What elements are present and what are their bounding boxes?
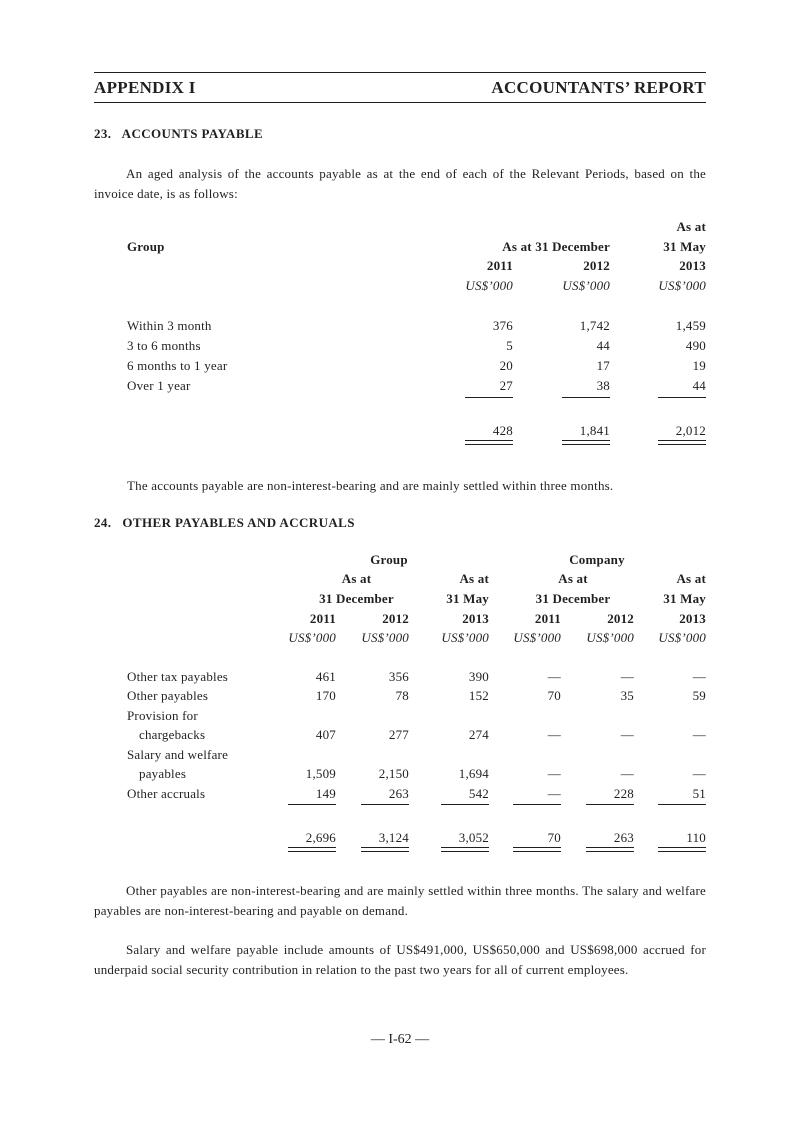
cell-value: — bbox=[547, 669, 561, 684]
section-24-title: 24. OTHER PAYABLES AND ACCRUALS bbox=[94, 515, 355, 530]
total-double-rule bbox=[288, 847, 336, 852]
as-at-label: As at bbox=[341, 571, 372, 586]
row-label: Salary and welfare bbox=[127, 747, 229, 762]
cell-value: 390 bbox=[468, 669, 489, 684]
total-value: 3,052 bbox=[458, 830, 489, 845]
col-31-december-label: As at 31 December bbox=[502, 239, 610, 254]
subtotal-rule bbox=[361, 804, 409, 805]
cell-value: 542 bbox=[468, 786, 489, 801]
group-heading: Group bbox=[370, 552, 408, 567]
subtotal-rule bbox=[586, 804, 634, 805]
total-value: 70 bbox=[547, 830, 561, 845]
unit-2011: US$’000 bbox=[465, 278, 513, 293]
cell-value: — bbox=[547, 766, 561, 781]
cell-value: 70 bbox=[547, 688, 561, 703]
cell-value: — bbox=[692, 727, 706, 742]
cell-value: — bbox=[620, 669, 634, 684]
total-value: 2,012 bbox=[675, 423, 706, 438]
cell-value: 407 bbox=[315, 727, 336, 742]
row-label: Within 3 month bbox=[127, 318, 212, 333]
group-label: Group bbox=[127, 239, 165, 254]
subtotal-rule bbox=[513, 804, 561, 805]
unit-2013: US$’000 bbox=[658, 278, 706, 293]
cell-value: 490 bbox=[685, 338, 706, 353]
section-24-note-1: Other payables are non-interest-bearing and are mainly settled within three months. The salary and welfare payables are non-interest-bearing and payable on demand. bbox=[94, 883, 706, 918]
row-label: Other tax payables bbox=[127, 669, 229, 684]
total-value: 2,696 bbox=[305, 830, 336, 845]
total-value: 3,124 bbox=[378, 830, 409, 845]
cell-value: 277 bbox=[388, 727, 409, 742]
subtotal-rule bbox=[288, 804, 336, 805]
row-label: Other accruals bbox=[127, 786, 206, 801]
cell-value: 263 bbox=[388, 786, 409, 801]
cell-value: 1,509 bbox=[305, 766, 336, 781]
cell-value: 44 bbox=[692, 378, 706, 393]
year-2013: 2013 bbox=[679, 258, 706, 273]
total-double-rule bbox=[465, 440, 513, 445]
header-appendix: APPENDIX I bbox=[94, 78, 196, 97]
unit-2012: US$’000 bbox=[562, 278, 610, 293]
cell-value: 44 bbox=[596, 338, 610, 353]
cell-value: 78 bbox=[395, 688, 409, 703]
year-label: 2012 bbox=[607, 611, 634, 626]
section-23-intro: An aged analysis of the accounts payable as at the end of each of the Relevant Periods, based on the invoice date, is as follows: bbox=[94, 166, 706, 201]
page-number: — I-62 — bbox=[370, 1032, 430, 1047]
unit-label: US$’000 bbox=[586, 630, 634, 645]
cell-value: 2,150 bbox=[378, 766, 409, 781]
cell-value: 35 bbox=[620, 688, 634, 703]
unit-label: US$’000 bbox=[441, 630, 489, 645]
cell-value: 461 bbox=[315, 669, 336, 684]
total-value: 428 bbox=[492, 423, 513, 438]
year-2011: 2011 bbox=[486, 258, 513, 273]
row-label: 6 months to 1 year bbox=[127, 358, 228, 373]
total-double-rule bbox=[562, 440, 610, 445]
year-label: 2012 bbox=[382, 611, 409, 626]
total-value: 1,841 bbox=[579, 423, 610, 438]
cell-value: 20 bbox=[499, 358, 513, 373]
unit-label: US$’000 bbox=[361, 630, 409, 645]
total-double-rule bbox=[658, 847, 706, 852]
row-label: Other payables bbox=[127, 688, 209, 703]
subtotal-rule bbox=[441, 804, 489, 805]
total-value: 263 bbox=[613, 830, 634, 845]
cell-value: 149 bbox=[315, 786, 336, 801]
cell-value: 1,742 bbox=[579, 318, 610, 333]
year-2012: 2012 bbox=[583, 258, 610, 273]
subtotal-rule bbox=[562, 397, 610, 398]
cell-value: 274 bbox=[468, 727, 489, 742]
row-label-continued: payables bbox=[139, 766, 187, 781]
cell-value: 38 bbox=[596, 378, 610, 393]
year-label: 2013 bbox=[462, 611, 489, 626]
section-23-note: The accounts payable are non-interest-bearing and are mainly settled within three months. bbox=[127, 478, 614, 493]
cell-value: — bbox=[620, 766, 634, 781]
section-24-note-2: Salary and welfare payable include amounts of US$491,000, US$650,000 and US$698,000 accrued for underpaid social security contribution in relation to the past two years for all of current employees. bbox=[94, 942, 706, 977]
cell-value: 1,459 bbox=[675, 318, 706, 333]
total-double-rule bbox=[441, 847, 489, 852]
cell-value: 152 bbox=[468, 688, 489, 703]
cell-value: 59 bbox=[692, 688, 706, 703]
col-31-may-label: 31 May bbox=[663, 239, 706, 254]
row-label: 3 to 6 months bbox=[127, 338, 201, 353]
year-label: 2011 bbox=[309, 611, 336, 626]
year-label: 2011 bbox=[534, 611, 561, 626]
total-value: 110 bbox=[686, 830, 706, 845]
cell-value: — bbox=[692, 766, 706, 781]
may-label: 31 May bbox=[663, 591, 706, 606]
total-double-rule bbox=[586, 847, 634, 852]
cell-value: 27 bbox=[499, 378, 513, 393]
cell-value: 1,694 bbox=[458, 766, 489, 781]
total-double-rule bbox=[361, 847, 409, 852]
cell-value: 170 bbox=[315, 688, 336, 703]
header-top-rule bbox=[94, 72, 706, 73]
as-at-label: As at bbox=[676, 571, 706, 586]
cell-value: 5 bbox=[506, 338, 513, 353]
cell-value: 376 bbox=[492, 318, 513, 333]
row-label-continued: chargebacks bbox=[139, 727, 206, 742]
cell-value: 17 bbox=[596, 358, 610, 373]
total-double-rule bbox=[513, 847, 561, 852]
cell-value: — bbox=[620, 727, 634, 742]
unit-label: US$’000 bbox=[513, 630, 561, 645]
col-as-at-label: As at bbox=[676, 219, 706, 234]
cell-value: — bbox=[547, 786, 561, 801]
subtotal-rule bbox=[465, 397, 513, 398]
as-at-label: As at bbox=[558, 571, 588, 586]
year-label: 2013 bbox=[679, 611, 706, 626]
unit-label: US$’000 bbox=[658, 630, 706, 645]
subtotal-rule bbox=[658, 804, 706, 805]
company-heading: Company bbox=[569, 552, 625, 567]
cell-value: 19 bbox=[692, 358, 706, 373]
row-label: Over 1 year bbox=[127, 378, 191, 393]
dec-label: 31 December bbox=[319, 591, 394, 606]
cell-value: 51 bbox=[692, 786, 706, 801]
cell-value: 356 bbox=[388, 669, 409, 684]
header-bottom-rule bbox=[94, 102, 706, 103]
may-label: 31 May bbox=[446, 591, 489, 606]
section-23-title: 23. ACCOUNTS PAYABLE bbox=[94, 126, 264, 141]
dec-label: 31 December bbox=[535, 591, 611, 606]
cell-value: 228 bbox=[613, 786, 634, 801]
subtotal-rule bbox=[658, 397, 706, 398]
as-at-label: As at bbox=[459, 571, 489, 586]
unit-label: US$’000 bbox=[288, 630, 336, 645]
total-double-rule bbox=[658, 440, 706, 445]
cell-value: — bbox=[692, 669, 706, 684]
header-report-title: ACCOUNTANTS’ REPORT bbox=[491, 78, 706, 97]
row-label: Provision for bbox=[127, 708, 198, 723]
cell-value: — bbox=[547, 727, 561, 742]
